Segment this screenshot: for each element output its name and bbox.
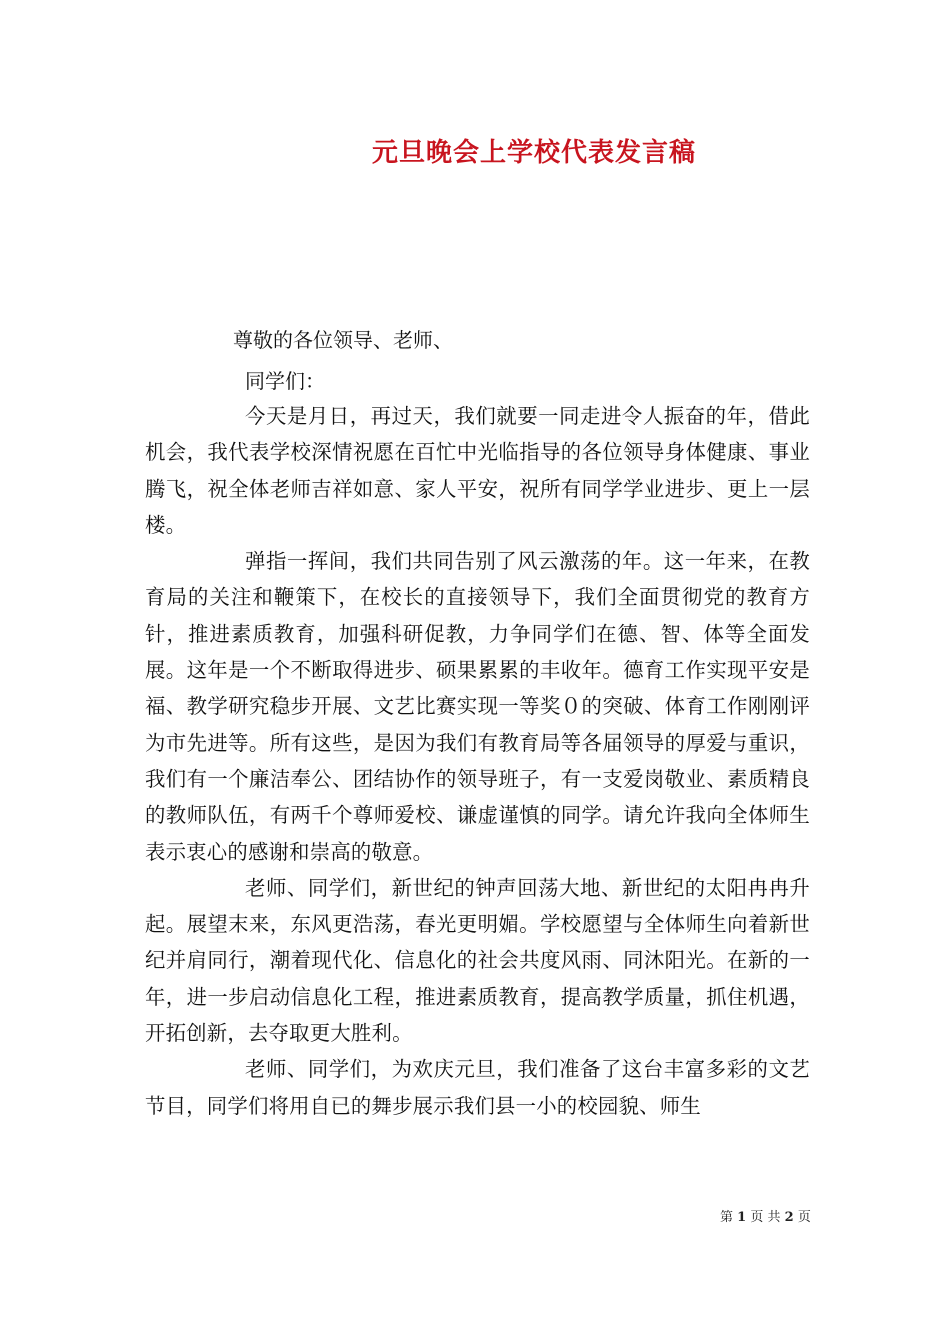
document-body [145, 398, 810, 1124]
footer-prefix: 第 [720, 1210, 734, 1225]
current-page-number: 1 [737, 1210, 747, 1225]
paragraph: 老师、同学们，新世纪的钟声回荡大地、新世纪的太阳冉冉升起。展望末来，东风更浩荡，春光更明媚。学校愿望与全体师生向着新世纪并肩同行，潮着现代化、信息化的社会共度风雨、同沐阳光。在新的一年，进一步启动信息化工程，推进素质教育，提高教学质量，抓住机遇，开拓创新，去夺取更大胜利。 [145, 875, 810, 1046]
footer-middle: 页 共 [750, 1210, 781, 1225]
salutation-line-2: 同学们： [245, 369, 325, 393]
salutation-line-1: 尊敬的各位领导、老师、 [233, 328, 453, 352]
footer-suffix: 页 [797, 1210, 811, 1225]
page-number-footer [720, 1206, 811, 1225]
total-page-count: 2 [784, 1210, 794, 1225]
document-title: 元旦晚会上学校代表发言稿 [371, 138, 696, 168]
paragraph: 老师、同学们，为欢庆元旦，我们准备了这台丰富多彩的文艺节目，同学们将用自已的舞步展示我们县一小的校园貌、师生 [145, 1057, 810, 1118]
paragraph: 弹指一挥间，我们共同告别了风云激荡的年。这一年来，在教育局的关注和鞭策下，在校长的直接领导下，我们全面贯彻党的教育方针，推进素质教育，加强科研促教，力争同学们在德、智、体等全面发展。这年是一个不断取得进步、硕果累累的丰收年。德育工作实现平安是福、教学研究稳步开展、文艺比赛实现一等奖０的突破、体育工作刚刚评为市先进等。所有这些，是因为我们有教育局等各届领导的厚爱与重识，我们有一个廉洁奉公、团结协作的领导班子，有一支爱岗敬业、素质精良的教师队伍，有两千个尊师爱校、谦虚谨慎的同学。请允许我向全体师生表示衷心的感谢和崇高的敬意。 [145, 549, 810, 864]
paragraph: 今天是月日，再过天，我们就要一同走进令人振奋的年，借此机会，我代表学校深情祝愿在百忙中光临指导的各位领导身体健康、事业腾飞，祝全体老师吉祥如意、家人平安，祝所有同学学业进步、更上一层楼。 [145, 404, 810, 537]
